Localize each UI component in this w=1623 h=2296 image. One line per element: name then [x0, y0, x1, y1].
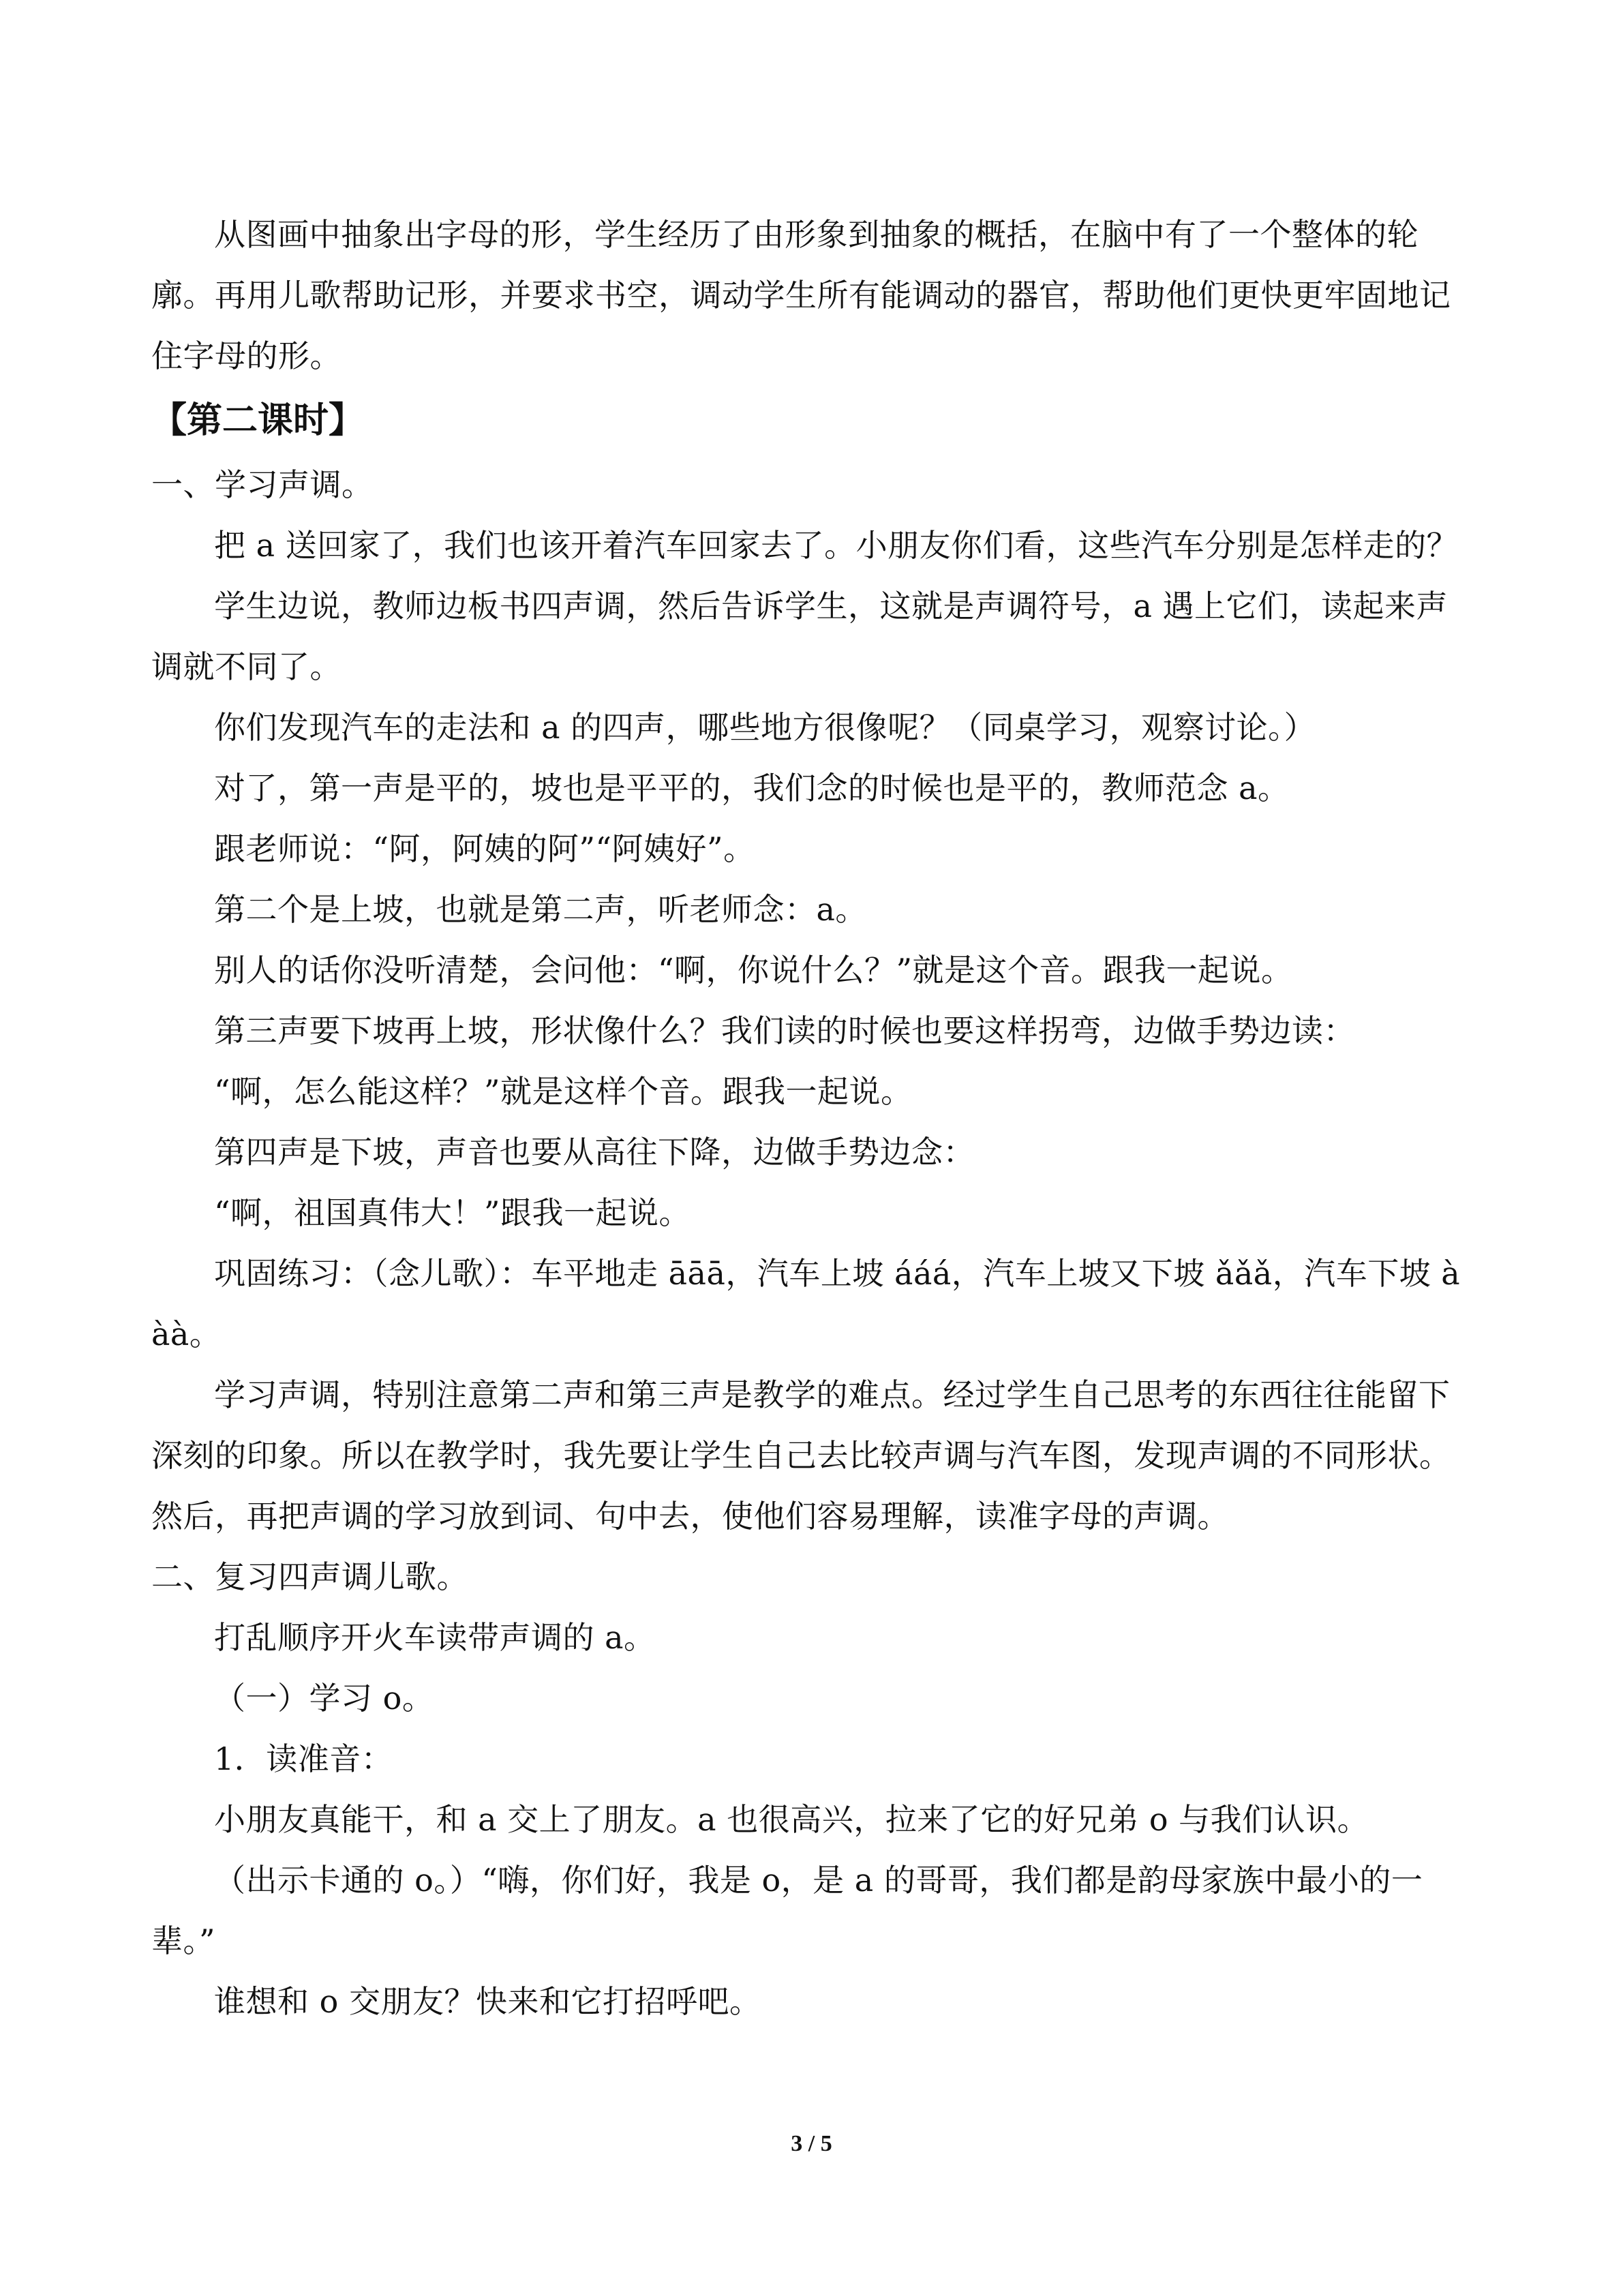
paragraph: 学习声调，特别注意第二声和第三声是教学的难点。经过学生自己思考的东西往往能留下深刻的印象。所以在教学时，我先要让学生自己去比较声调与汽车图，发现声调的不同形状。然后，再把声调的学习放到词、句中去，使他们容易理解，读准字母的声调。: [151, 1376, 1451, 1535]
intro-paragraph: 从图画中抽象出字母的形，学生经历了由形象到抽象的概括，在脑中有了一个整体的轮廓。再用儿歌帮助记形，并要求书空，调动学生所有能调动的器官，帮助他们更快更牢固地记住字母的形。: [151, 216, 1451, 374]
paragraph: 1．读准音：: [214, 1740, 393, 1777]
paragraph: 把 a 送回家了，我们也该开着汽车回家去了。小朋友你们看，这些汽车分别是怎样走的？: [214, 527, 1459, 564]
paragraph: 学生边说，教师边板书四声调，然后告诉学生，这就是声调符号，a 遇上它们，读起来声调就不同了。: [151, 588, 1448, 685]
paragraph-list: [151, 455, 1468, 2032]
paragraph: 小朋友真能干，和 a 交上了朋友。a 也很高兴，拉来了它的好兄弟 o 与我们认识。: [214, 1801, 1369, 1838]
document-body: [151, 205, 1468, 2032]
paragraph: 谁想和 o 交朋友？快来和它打招呼吧。: [214, 1983, 761, 2020]
paragraph: 你们发现汽车的走法和 a 的四声，哪些地方很像呢？（同桌学习，观察讨论。）: [214, 709, 1316, 746]
paragraph: 别人的话你没听清楚，会问他：“啊，你说什么？”就是这个音。跟我一起说。: [214, 952, 1293, 988]
paragraph: 第二个是上坡，也就是第二声，听老师念：a。: [214, 891, 867, 928]
paragraph: 一、学习声调。: [151, 466, 374, 503]
paragraph: 第四声是下坡，声音也要从高往下降，边做手势边念：: [214, 1134, 975, 1170]
paragraph: 对了，第一声是平的，坡也是平平的，我们念的时候也是平的，教师范念 a。: [214, 770, 1290, 806]
paragraph: 第三声要下坡再上坡，形状像什么？我们读的时候也要这样拐弯，边做手势边读：: [214, 1012, 1355, 1049]
paragraph: “啊，祖国真伟大！”跟我一起说。: [214, 1194, 691, 1231]
paragraph: 巩固练习：（念儿歌）：车平地走 āāā，汽车上坡 ááá，汽车上坡又下坡 ǎǎǎ，汽车下坡 ààà。: [151, 1255, 1461, 1353]
paragraph: （一）学习 o。: [214, 1680, 434, 1717]
section-heading: 【第二课时】: [151, 399, 365, 441]
paragraph: 打乱顺序开火车读带声调的 a。: [214, 1619, 656, 1656]
paragraph: 跟老师说：“阿，阿姨的阿”“阿姨好”。: [214, 830, 755, 867]
paragraph: （出示卡通的 o。）“嗨，你们好，我是 o，是 a 的哥哥，我们都是韵母家族中最小的一辈。”: [151, 1862, 1423, 1959]
page-number: 3 / 5: [791, 2131, 832, 2156]
paragraph: 二、复习四声调儿歌。: [151, 1558, 468, 1595]
paragraph: “啊，怎么能这样？”就是这样个音。跟我一起说。: [214, 1073, 913, 1110]
